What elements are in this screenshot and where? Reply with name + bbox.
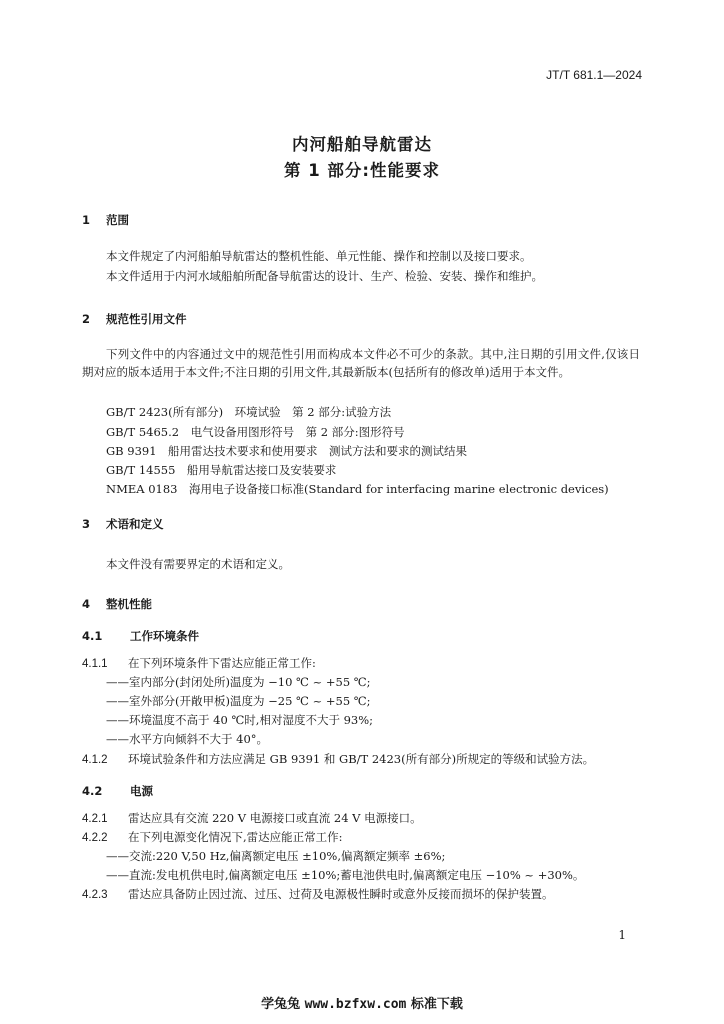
clause-text: 在下列环境条件下雷达应能正常工作:: [128, 656, 316, 670]
reference-item: GB/T 14555 船用导航雷达接口及安装要求: [106, 463, 337, 477]
section-number: 3: [82, 517, 91, 531]
footer-suffix: 标准下载: [410, 997, 463, 1012]
page-number: 1: [618, 928, 626, 942]
section-number: 4: [82, 597, 91, 611]
clause-text: 雷达应具有交流 220 V 电源接口或直流 24 V 电源接口。: [128, 811, 422, 825]
document-subtitle: 第 1 部分:性能要求: [283, 161, 441, 180]
footer-prefix: 学兔兔: [261, 997, 301, 1012]
section-2-heading: [82, 311, 187, 327]
clause-text: 雷达应具备防止因过流、过压、过荷及电源极性瞬时或意外反接而损坏的保护装置。: [128, 887, 554, 901]
standard-code: JT/T 681.1—2024: [546, 68, 642, 82]
reference-item: GB 9391 船用雷达技术要求和使用要求 测试方法和要求的测试结果: [106, 444, 468, 458]
list-item: ——水平方向倾斜不大于 40°。: [106, 732, 269, 746]
section-title: 电源: [130, 784, 153, 798]
section-title: 整机性能: [106, 597, 152, 611]
paragraph: 本文件规定了内河船舶导航雷达的整机性能、单元性能、操作和控制以及接口要求。: [106, 249, 532, 263]
clause-text: 在下列电源变化情况下,雷达应能正常工作:: [128, 830, 343, 844]
section-title: 术语和定义: [106, 517, 164, 531]
clause-number: 4.2.1: [82, 813, 108, 825]
list-item: ——室外部分(开敞甲板)温度为 −25 ℃ ~ +55 ℃;: [106, 694, 371, 708]
subsection-4-1-heading: [82, 628, 199, 644]
section-title: 工作环境条件: [130, 629, 199, 643]
list-item: ——环境温度不高于 40 ℃时,相对湿度不大于 93%;: [106, 713, 374, 727]
section-title: 规范性引用文件: [106, 312, 187, 326]
clause-4-2-3: [82, 886, 554, 904]
clause-number: 4.2.3: [82, 889, 108, 901]
reference-item: GB/T 2423(所有部分) 环境试验 第 2 部分:试验方法: [106, 405, 392, 419]
section-number: 4.2: [82, 784, 103, 798]
clause-4-2-1: [82, 810, 422, 828]
section-3-heading: [82, 516, 164, 532]
footer-url[interactable]: www.bzfxw.com: [304, 997, 407, 1012]
reference-item: GB/T 5465.2 电气设备用图形符号 第 2 部分:图形符号: [106, 425, 405, 439]
clause-4-1-2: [82, 751, 594, 769]
footer-watermark: [0, 993, 724, 1012]
paragraph: 下列文件中的内容通过文中的规范性引用而构成本文件必不可少的条款。其中,注日期的引用文件,仅该日期对应的版本适用于本文件;不注日期的引用文件,其最新版本(包括所有的修改单)适用于本文件。: [82, 347, 640, 379]
list-item: ——交流:220 V,50 Hz,偏离额定电压 ±10%,偏离额定频率 ±6%;: [106, 849, 446, 863]
list-item: ——直流:发电机供电时,偏离额定电压 ±10%;蓄电池供电时,偏离额定电压 −10% ~ +30%。: [106, 868, 585, 882]
section-number: 2: [82, 312, 91, 326]
document-title: 内河船舶导航雷达: [292, 135, 432, 154]
section-number: 1: [82, 213, 91, 227]
clause-4-1-1: [82, 655, 316, 673]
paragraph: 本文件适用于内河水域船舶所配备导航雷达的设计、生产、检验、安装、操作和维护。: [106, 269, 543, 283]
clause-number: 4.1.1: [82, 658, 108, 670]
section-4-heading: [82, 596, 152, 612]
section-1-heading: [82, 212, 129, 228]
clause-text: 环境试验条件和方法应满足 GB 9391 和 GB/T 2423(所有部分)所规定的等级和试验方法。: [128, 752, 595, 766]
paragraph: 本文件没有需要界定的术语和定义。: [106, 557, 290, 571]
subsection-4-2-heading: [82, 783, 153, 799]
clause-4-2-2: [82, 829, 343, 847]
section-title: 范围: [106, 213, 129, 227]
reference-item: NMEA 0183 海用电子设备接口标准(Standard for interfacing marine electronic devices): [106, 482, 609, 496]
section-number: 4.1: [82, 629, 103, 643]
list-item: ——室内部分(封闭处所)温度为 −10 ℃ ~ +55 ℃;: [106, 675, 371, 689]
clause-number: 4.1.2: [82, 754, 108, 766]
clause-number: 4.2.2: [82, 832, 108, 844]
